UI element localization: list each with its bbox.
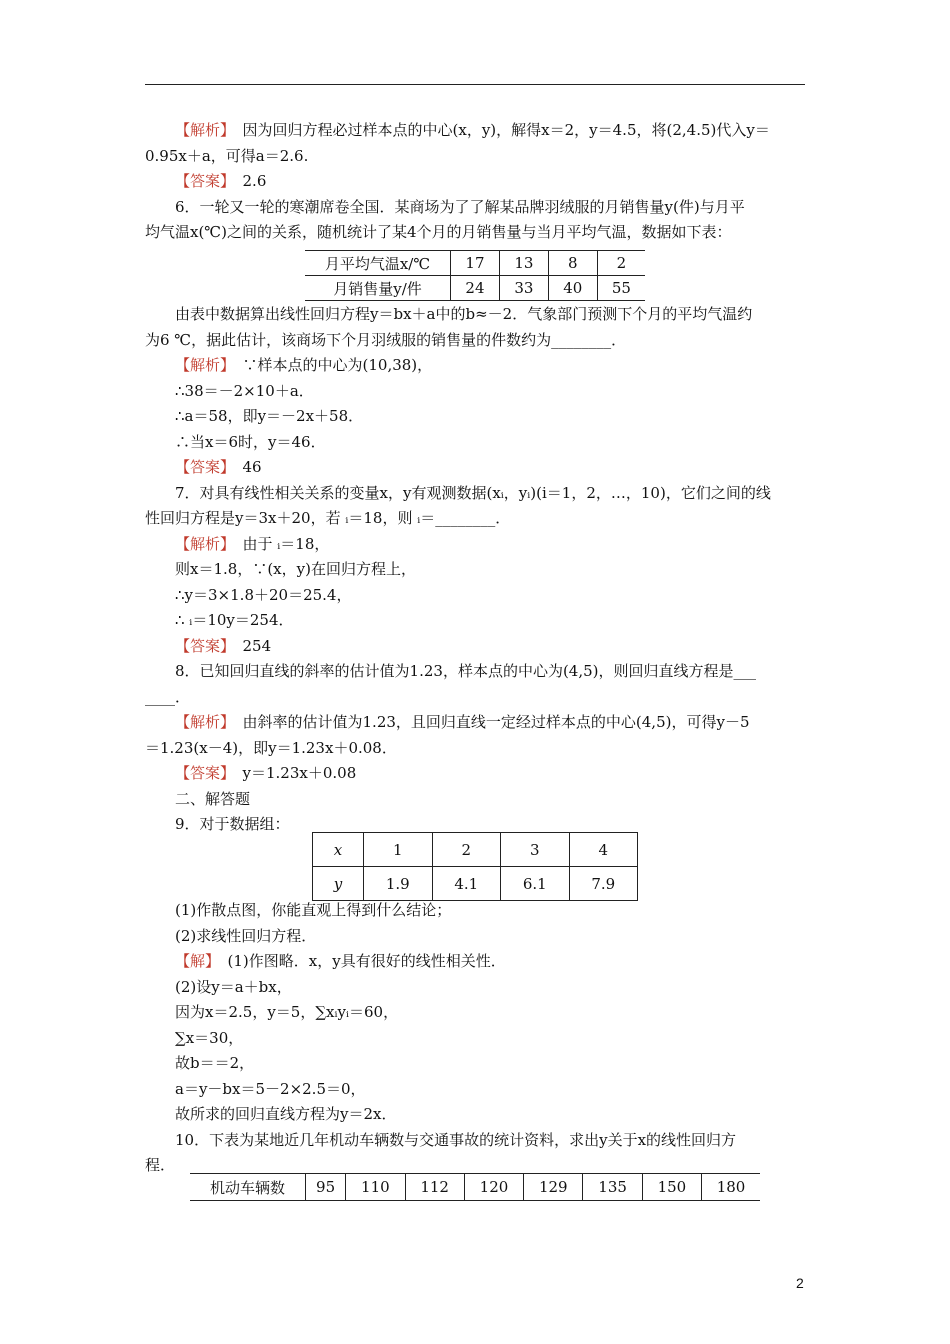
table-cell: 6.1 [501, 867, 570, 901]
text-line [145, 659, 810, 685]
text-block-c [145, 898, 810, 1179]
text-line [145, 949, 810, 975]
table-cell: 13 [499, 251, 548, 276]
line-text: 9．对于数据组： [175, 815, 290, 833]
table-cell: 3 [501, 833, 570, 867]
line-text: 7．对具有线性相关关系的变量x，y有观测数据(xᵢ，yᵢ)(i＝1，2，…，10)，它们之间的线 [175, 483, 771, 502]
text-line [145, 532, 810, 558]
line-text: ∴38＝－2×10＋a． [175, 381, 314, 400]
text-line [145, 353, 810, 379]
table-cell: 4 [569, 833, 638, 867]
line-text: ∴y＝3×1.8＋20＝25.4， [175, 585, 352, 604]
table-cell: 95 [306, 1174, 346, 1201]
table-cell: 129 [524, 1174, 583, 1201]
section-tag: 【解析】 [175, 356, 228, 374]
text-line [145, 379, 810, 405]
text-line [145, 118, 810, 144]
text-line [145, 787, 810, 813]
line-text: ∑x＝30， [175, 1028, 244, 1047]
text-line [145, 1102, 810, 1128]
temperature-sales-table [305, 250, 645, 301]
text-line [145, 583, 810, 609]
line-text: 二、解答题 [175, 789, 251, 808]
text-line [145, 506, 810, 532]
line-text: ∴a＝58，即y＝－2x＋58． [175, 407, 364, 425]
line-text: 由斜率的估计值为1.23，且回归直线一定经过样本点的中心(4,5)，可得y－5 [227, 713, 750, 731]
line-text: 因为x＝2.5，y＝5，∑xᵢyᵢ＝60， [175, 1003, 399, 1021]
text-line [145, 1051, 810, 1077]
line-text: ∵样本点的中心为(10,38)， [227, 356, 433, 374]
line-text: 为6 ℃，据此估计，该商场下个月羽绒服的销售量的件数约为________． [145, 330, 627, 349]
table-cell: 8 [548, 251, 597, 276]
text-line [145, 898, 810, 924]
line-text: 则x＝1.8，∵(x，y)在回归方程上， [175, 560, 416, 578]
text-block-b [145, 302, 810, 838]
line-text: 均气温x(℃)之间的关系，随机统计了某4个月的月销售量与当月平均气温，数据如下表： [145, 223, 732, 241]
line-text: ____． [145, 687, 191, 706]
text-line [145, 1128, 810, 1154]
section-tag: 【答案】 [175, 636, 228, 655]
text-line [145, 404, 810, 430]
text-line [145, 430, 810, 456]
line-text: ＝1.23(x－4)，即y＝1.23x＋0.08． [145, 738, 397, 757]
line-text: 2.6 [227, 172, 267, 190]
table-cell: 1.9 [364, 867, 433, 901]
text-line [145, 1026, 810, 1052]
line-text: 6．一轮又一轮的寒潮席卷全国．某商场为了了解某品牌羽绒服的月销售量y(件)与月平 [175, 197, 745, 216]
table-cell: 机动车辆数 [209, 1178, 285, 1197]
table-row [313, 833, 638, 867]
table-cell: 55 [597, 276, 645, 301]
table-cell: 150 [642, 1174, 701, 1201]
text-line [145, 608, 810, 634]
vehicle-table [190, 1173, 760, 1201]
table-cell: 2 [597, 251, 645, 276]
section-tag: 【答案】 [175, 172, 228, 190]
text-line [145, 195, 810, 221]
table-row [190, 1174, 760, 1201]
line-text: 由于 ᵢ＝18， [227, 534, 330, 553]
text-line [145, 736, 810, 762]
xy-data-table [312, 832, 638, 901]
table-cell: 180 [702, 1174, 760, 1201]
line-text: (2)设y＝a＋bx， [175, 977, 292, 996]
table-row [305, 276, 645, 301]
text-line [145, 455, 810, 481]
table-cell: y [313, 867, 364, 901]
table-cell: x [313, 833, 364, 867]
header-rule [145, 84, 805, 85]
text-line [145, 975, 810, 1001]
line-text: 10．下表为某地近几年机动车辆数与交通事故的统计资料，求出y关于x的线性回归方 [175, 1130, 737, 1149]
table-cell: 24 [451, 276, 500, 301]
table-cell: 135 [583, 1174, 642, 1201]
line-text: 8．已知回归直线的斜率的估计值为1.23，样本点的中心为(4,5)，则回归直线方程是___ [175, 662, 757, 680]
table-row [305, 251, 645, 276]
text-line [145, 557, 810, 583]
text-line [145, 685, 810, 711]
line-text: 由表中数据算出线性回归方程y＝bx＋a中的b≈－2．气象部门预测下个月的平均气温约 [175, 305, 753, 323]
text-line [145, 1000, 810, 1026]
line-text: ∴当x＝6时，y＝46． [175, 432, 326, 451]
line-text: (1)作散点图，你能直观上得到什么结论； [175, 901, 452, 919]
section-tag: 【解析】 [175, 713, 228, 731]
line-text: 故b＝＝2， [175, 1054, 255, 1072]
page-number: 2 [796, 1275, 804, 1291]
section-tag: 【答案】 [175, 458, 228, 476]
table-cell: 40 [548, 276, 597, 301]
text-line [145, 328, 810, 354]
table-cell: 月销售量y/件 [305, 276, 451, 301]
section-tag: 【解析】 [175, 121, 228, 139]
table-cell: 33 [499, 276, 548, 301]
line-text: y＝1.23x＋0.08 [227, 764, 357, 782]
table-cell: 月平均气温x/℃ [324, 254, 431, 273]
table-cell: 2 [432, 833, 501, 867]
table-cell: 17 [451, 251, 500, 276]
table-cell: 112 [405, 1174, 464, 1201]
text-line [145, 634, 810, 660]
line-text: 性回归方程是y＝3x＋20，若 ᵢ＝18，则 ᵢ＝________． [145, 509, 511, 527]
text-block-a [145, 118, 810, 246]
section-tag: 【答案】 [175, 764, 228, 782]
text-line [145, 1077, 810, 1103]
table-cell: 110 [346, 1174, 405, 1201]
line-text: 因为回归方程必过样本点的中心(x，y)，解得x＝2，y＝4.5，将(2,4.5)代入y＝ [227, 121, 770, 139]
line-text: a＝y－bx＝5－2×2.5＝0， [175, 1079, 366, 1098]
table-cell: 120 [464, 1174, 523, 1201]
line-text: 46 [227, 458, 262, 476]
line-text: 254 [227, 636, 272, 655]
section-tag: 【解析】 [175, 534, 228, 553]
line-text: 故所求的回归直线方程为y＝2x． [175, 1105, 397, 1123]
text-line [145, 302, 810, 328]
table-cell: 1 [364, 833, 433, 867]
line-text: (1)作图略．x，y具有很好的线性相关性． [212, 952, 506, 970]
table-cell: 4.1 [432, 867, 501, 901]
line-text: ∴ ᵢ＝10y＝254． [175, 611, 294, 629]
text-line [145, 924, 810, 950]
line-text: (2)求线性回归方程． [175, 926, 317, 945]
line-text: 程． [145, 1156, 176, 1174]
table-row [313, 867, 638, 901]
text-line [145, 169, 810, 195]
line-text: 0.95x＋a，可得a＝2.6. [145, 146, 309, 165]
section-tag: 【解】 [175, 952, 213, 970]
table-cell: 7.9 [569, 867, 638, 901]
text-line [145, 761, 810, 787]
text-line [145, 144, 810, 170]
text-line [145, 220, 810, 246]
text-line [145, 481, 810, 507]
text-line [145, 710, 810, 736]
